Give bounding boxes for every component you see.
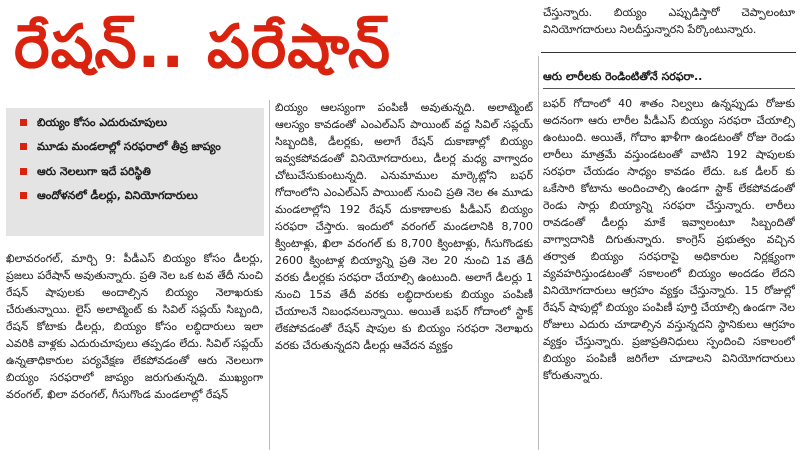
square-bullet-icon xyxy=(20,143,27,150)
square-bullet-icon xyxy=(20,192,27,199)
highlight-item xyxy=(6,135,264,160)
article-column-2: బియ్యం ఆలస్యంగా పంపిణీ అవుతున్నది. అలాట్మెంట్ ఆలస్యం కావడంతో ఎంఎల్ఎస్ పాయింట్ వద్ద సివిల్ సప్లయ్ సిబ్బందికి, డీలర్లకు, అలాగే రేషన్ దుకాణాల్లో బియ్యం ఇవ్వకపోవడంతో వినియోగదారులు, డీలర్ల మధ్య వాగ్వాదం చోటుచేసుకుంటున్నది. ఎనుమాముల మార్కెట్లోని బఫర్ గోదాంలోని ఎంఎల్ఎస్ పాయింట్ నుంచి ప్రతి నెల ఈ మూడు మండలాల్లోని 192 రేషన్ దుకాణాలకు పీడీఎస్ బియ్యం సరఫరా చేస్తారు. ఇందులో వరంగల్ మండలానికి 8,700 క్వింటాళ్లు, ఖిలా వరంగల్ కు 8,700 క్వింటాళ్లు, గీసుగొండకు 2600 క్వింటాళ్ల బియ్యాన్ని ప్రతి నెల 20 నుంచి 1వ తేదీ వరకు డీలర్లకు సరఫరా చేయాల్సి ఉంటుంది. అలాగే డీలర్లు 1 నుంచి 15వ తేదీ వరకు లబ్ధిదారులకు బియ్యం పంపిణీ చేయాలనే నిబంధనలున్నాయి. అయితే బఫర్ గోదాంలో స్టాక్ లేకపోవడంతో రేషన్ షాపుల కు బియ్యం సరఫరా నెలాఖరు వరకు చేరుతున్నదని డీలర్లు ఆవేదన వ్యక్తం xyxy=(275,101,533,352)
article-column-1: ఖిలావరంగల్, మార్చి 9: పీడీఎస్ బియ్యం కోసం డీలర్లు, ప్రజలు పరేషాన్ అవుతున్నారు. ప్రతి నెల ఒక టవ తేదీ నుంచి రేషన్ షాపులకు అందాల్సిన బియ్యం నెలాఖరుకు చేరుతున్నాయి. లైస్ అలాట్మెంట్ కు సివిల్ సప్లయ్ సిబ్బంది, రేషన్ కోటాకు డీలర్లు, బియ్యం కోసం లబ్ధిదారులు ఇలా ఎవరికి వాళ్లకు ఎదురుచూపులు తప్పడం లేదు. సివిల్ సప్లయ్ ఉన్నతాధికారుల పర్యవేక్షణ లేకపోవడంతో ఆరు నెలలుగా బియ్యం సరఫరాలో జాప్యం జరుగుతున్నది. ముఖ్యంగా వరంగల్, ఖిలా వరంగల్, గీసుగొండ మండలాల్లో రేషన్ xyxy=(6,252,263,401)
subheading-underline xyxy=(543,88,795,89)
square-bullet-icon xyxy=(20,119,27,126)
highlight-text: ఆందోళనలో డీలర్లు, వినియోగదారులు xyxy=(37,189,198,203)
highlight-text: ఆరు నెలలుగా ఇదే పరిస్థితి xyxy=(37,164,151,178)
column-divider xyxy=(269,100,270,450)
highlight-text: మూడు మండలాల్లో సరఫరాలో తీవ్ర జాప్యం xyxy=(37,140,221,154)
highlight-item xyxy=(6,184,264,209)
highlights-box xyxy=(6,108,264,236)
subheading: ఆరు లారీలకు రెండింటితోనే సరఫరా.. xyxy=(543,70,703,83)
highlight-item xyxy=(6,110,264,135)
article-column-4: బఫర్ గోదాంలో 40 శాతం నిల్వలు ఉన్నప్పుడు రోజుకు అదనంగా ఆరు లారీల పీడీఎస్ బియ్యం సరఫరా చేయాల్సి ఉంటుంది. అయితే, గోదాం ఖాళీగా ఉండటంతో రోజు రెండు లారీలు మాత్రమే వస్తుండటంతో వాటిని 192 షాపులకు సరఫరా చేయడం సాధ్యం కావడం లేదు. ఒక డీలర్ కు ఒకేసారి కోటాను అందించాల్సి ఉండగా స్టాక్ లేకపోవడంతో రెండు సార్లు బియ్యాన్ని సరఫరా చేస్తున్నారు. లారీలు రావడంతో డీలర్లు మాకే ఇవ్వాలంటూ సిబ్బందితో వాగ్వాదానికి దిగుతున్నారు. కాంగ్రెస్ ప్రభుత్వం వచ్చిన తర్వాత బియ్యం సరఫరాపై అధికారుల నిర్లక్ష్యంగా వ్యవహరిస్తుండటంతో సకాలంలో బియ్యం అందడం లేదని వినియోగదారులు ఆగ్రహం వ్యక్తం చేస్తున్నారు. 15 రోజుల్లో రేషన్ షాపుల్లో బియ్యం పంపిణీ పూర్తి చేయాల్సి ఉండగా నెల రోజులు ఎదురు చూడాల్సిన వస్తున్నదని స్థానికులు ఆగ్రహం వ్యక్తం చేస్తున్నారు. ప్రజాప్రతినిధులు స్పందించి సకాలంలో బియ్యం పంపిణీ జరిగేలా చూడాలని వినియోగదారులు కోరుతున్నారు. xyxy=(543,97,795,382)
section-divider xyxy=(541,52,796,53)
highlight-text: బియ్యం కోసం ఎదురుచూపులు xyxy=(37,115,168,129)
highlight-item xyxy=(6,159,264,184)
article-column-3: చేస్తున్నారు. బియ్యం ఎప్పుడిస్తారో చెప్పాలంటూ వినియోగదారులు నిలదీస్తున్నారని పేర్కొంటున్నారు. xyxy=(543,6,795,36)
square-bullet-icon xyxy=(20,168,27,175)
column-divider xyxy=(538,56,539,450)
headline: రేషన్.. పరేషాన్ xyxy=(14,12,392,82)
